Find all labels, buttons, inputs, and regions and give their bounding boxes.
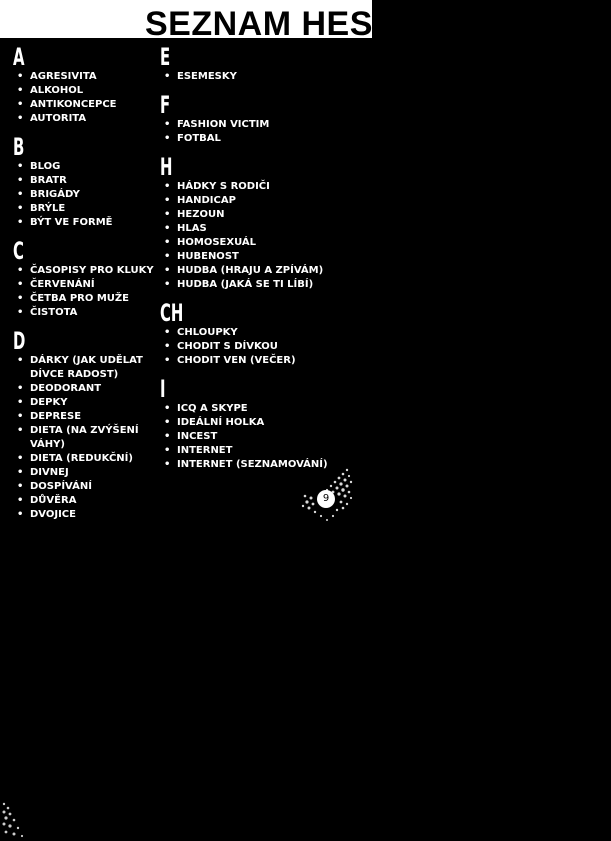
section-letter: F <box>160 91 171 119</box>
list-item: • HUDBA (JAKÁ SE TI LÍBÍ) <box>160 278 360 292</box>
list-item: • INCEST <box>160 430 360 444</box>
list-item: • BRATR <box>13 174 173 188</box>
item-list <box>160 180 360 292</box>
list-item: • DÁRKY (JAK UDĚLAT DÍVCE RADOST) <box>13 354 173 382</box>
section-c <box>13 237 173 320</box>
section-letter: A <box>13 43 25 71</box>
list-item: • BÝT VE FORMĚ <box>13 216 173 230</box>
corner-decoration <box>0 800 30 841</box>
list-item: • CHODIT VEN (VEČER) <box>160 354 360 368</box>
item-list <box>13 70 173 126</box>
item-list <box>13 264 173 320</box>
list-item: • HEZOUN <box>160 208 360 222</box>
list-item: • HÁDKY S RODIČI <box>160 180 360 194</box>
list-item: • HUDBA (HRAJU A ZPÍVÁM) <box>160 264 360 278</box>
list-item: • CHODIT S DÍVKOU <box>160 340 360 354</box>
section-letter: H <box>160 153 173 181</box>
list-item: • DOSPÍVÁNÍ <box>13 480 173 494</box>
list-item: • DIETA (REDUKČNÍ) <box>13 452 173 466</box>
item-list <box>160 326 360 368</box>
list-item: • HUBENOST <box>160 250 360 264</box>
list-item: • FOTBAL <box>160 132 360 146</box>
list-item: • ČETBA PRO MUŽE <box>13 292 173 306</box>
list-item: • ČERVENÁNÍ <box>13 278 173 292</box>
list-item: • INTERNET (SEZNAMOVÁNÍ) <box>160 458 360 472</box>
list-item: • BRIGÁDY <box>13 188 173 202</box>
mid-column <box>160 38 360 482</box>
list-item: • CHLOUPKY <box>160 326 360 340</box>
list-item: • DEPRESE <box>13 410 173 424</box>
list-item: • DEODORANT <box>13 382 173 396</box>
list-item: • HOMOSEXUÁL <box>160 236 360 250</box>
section-ch <box>160 299 360 368</box>
list-item: • AGRESIVITA <box>13 70 173 84</box>
item-list <box>13 160 173 230</box>
list-item: • ICQ A SKYPE <box>160 402 360 416</box>
list-item: • FASHION VICTIM <box>160 118 360 132</box>
list-item: • DIETA (NA ZVÝŠENÍ VÁHY) <box>13 424 173 452</box>
section-d <box>13 327 173 522</box>
list-item: • DIVNEJ <box>13 466 173 480</box>
section-letter: D <box>13 327 26 355</box>
section-f <box>160 91 360 146</box>
list-item: • INTERNET <box>160 444 360 458</box>
page-number: 9 <box>317 490 335 508</box>
list-item: • IDEÁLNÍ HOLKA <box>160 416 360 430</box>
list-item: • ČISTOTA <box>13 306 173 320</box>
section-letter: I <box>160 375 166 403</box>
list-item: • BLOG <box>13 160 173 174</box>
list-item: • ČASOPISY PRO KLUKY <box>13 264 173 278</box>
list-item: • BRÝLE <box>13 202 173 216</box>
section-e <box>160 43 360 84</box>
section-letter: B <box>13 133 25 161</box>
list-item: • DŮVĚRA <box>13 494 173 508</box>
list-item: • ALKOHOL <box>13 84 173 98</box>
page-title: SEZNAM HESEL <box>145 5 418 43</box>
section-letter: C <box>13 237 24 265</box>
list-item: • DEPKY <box>13 396 173 410</box>
section-letter: E <box>160 43 171 71</box>
list-item: • DVOJICE <box>13 508 173 522</box>
left-column <box>13 38 173 532</box>
item-list <box>13 354 173 522</box>
list-item: • ESEMESKY <box>160 70 360 84</box>
item-list <box>160 118 360 146</box>
section-b <box>13 133 173 230</box>
section-h <box>160 153 360 292</box>
section-i <box>160 375 360 472</box>
list-item: • HLAS <box>160 222 360 236</box>
list-item: • ANTIKONCEPCE <box>13 98 173 112</box>
section-letter: CH <box>160 299 184 327</box>
item-list <box>160 70 360 84</box>
list-item: • HANDICAP <box>160 194 360 208</box>
list-item: • AUTORITA <box>13 112 173 126</box>
section-a <box>13 43 173 126</box>
